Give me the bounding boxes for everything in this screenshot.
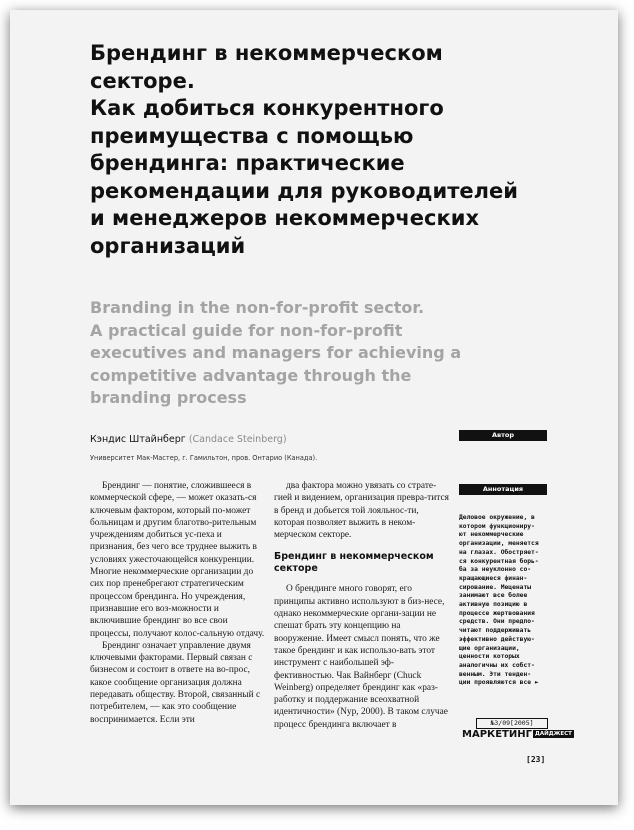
magazine-logo (462, 729, 574, 741)
title-en-line: competitive advantage through the (90, 365, 412, 385)
body-column-1 (90, 480, 267, 726)
magazine-page (10, 10, 618, 805)
paragraph: два фактора можно увязать со страте-гией и видением, организация превра-тится в бренд и добьется той лояльнос-ти, которая позволяет выжить в неком-мерческом секторе. (274, 481, 449, 541)
title-en-line: Branding in the non-for-profit sector. (90, 298, 425, 317)
title-ru-line: рекомендации для руководителей (90, 178, 518, 203)
annotation-line: венным. Эти тенден- (459, 670, 532, 678)
body-column-2 (274, 480, 451, 731)
annotation-line: занимают все более (459, 592, 528, 600)
annotation-line: ценности которых (459, 653, 520, 661)
issue-number: №3/09[2005] (476, 718, 548, 729)
annotation-line: ба за неуклонно со- (459, 566, 532, 574)
paragraph: О брендинге много говорят, его принципы активно используют в биз-несе, однако некоммерческие органи-зации не спешат брать эту концепцию на вооружение. Имеет смысл понять, что же такое брендинг и как использо-вать этот инструмент с наибольшей эф-фективностью. Чак Вайнберг (Chuck Weinberg) определяет брендинг как «раз-работку и поддержание всеохватной идентичности» (Nyp, 2000). В таком случае процесс брендинга включает в (274, 584, 448, 730)
annotation-text (459, 514, 551, 688)
article-title-ru (90, 40, 560, 260)
title-ru-line: и менеджеров некоммерческих (90, 206, 480, 230)
title-ru-line: организаций (90, 233, 246, 258)
annotation-line: ют некоммерческие (459, 531, 524, 539)
article-title-en (90, 297, 570, 410)
title-en-line: executives and managers for achieving a (90, 343, 462, 362)
title-en-line: branding process (90, 388, 247, 407)
author-line (90, 434, 287, 445)
annotation-line: читают поддерживать (459, 627, 532, 635)
title-en-line: A practical guide for non-for-profit (90, 320, 403, 340)
annotation-line: котором функциониру- (459, 522, 535, 530)
paragraph: Брендинг означает управление двумя ключевыми факторами. Первый связан с бизнесом и состоит в ответе на во-прос, какое сообщение организация должна передавать обществу. Второй, связанный с потребителем, — как это сообщение воспринимается. Если эти (90, 640, 261, 725)
annotation-line: ся конкурентная борь- (459, 557, 539, 565)
author-name: Кэндис Штайнберг (90, 434, 186, 445)
magazine-name: МАРКЕТИНГ (462, 729, 532, 740)
annotation-line: аналогичны их собст- (459, 661, 535, 669)
title-ru-line: Как добиться конкурентного (90, 96, 444, 120)
annotation-line: средств. Они предпо- (459, 618, 535, 626)
author-name-latin: (Candace Steinberg) (188, 434, 287, 445)
author-affiliation: Университет Мак-Мастер, г. Гамильтон, пров. Онтарио (Канада). (90, 454, 318, 462)
annotation-line: эффективно действую- (459, 635, 535, 643)
annotation-line: активную позицию в (459, 601, 528, 609)
annotation-line: щие организации, (459, 644, 520, 652)
annotation-line: сирование. Меценаты (459, 583, 532, 591)
title-ru-line: Брендинг в некоммерческом (90, 41, 443, 65)
paragraph: Брендинг — понятие, сложившееся в коммерческой сфере, — может оказать-ся ключевым фактором, который по-может больницам и другим благотво-рительным учреждениям добиться ус-пеха и признания, без чего все труднее выжить в условиях ужесточающейся конкуренции. Многие некоммерческие организации до сих пор пренебрегают стратегическим процессом брендинга. Но учреждения, признавшие его воз-можности и включившие брендинг во все свои процессы, получают колос-сальную отдачу. (90, 481, 265, 639)
annotation-line: кращающиеся финан- (459, 574, 528, 582)
title-ru-line: секторе. (90, 68, 195, 93)
section-heading: Брендинг в некоммерческом секторе (274, 551, 434, 575)
title-ru-line: преимущества с помощью (90, 123, 414, 148)
annotation-line: на глазах. Обостряет- (459, 548, 539, 556)
annotation-line: ции проявляются все ► (459, 679, 539, 687)
title-ru-line: брендинга: практические (90, 151, 405, 175)
author-label: Автор (459, 430, 547, 441)
annotation-line: процессе жертвования (459, 609, 535, 617)
annotation-line: организации, меняется (459, 540, 539, 548)
annotation-line: Деловое окружение, в (459, 514, 535, 521)
page-number: [23] (526, 755, 546, 764)
magazine-tag: ДАЙДЖЕСТ (534, 731, 572, 737)
annotation-label: Аннотация (459, 484, 547, 495)
